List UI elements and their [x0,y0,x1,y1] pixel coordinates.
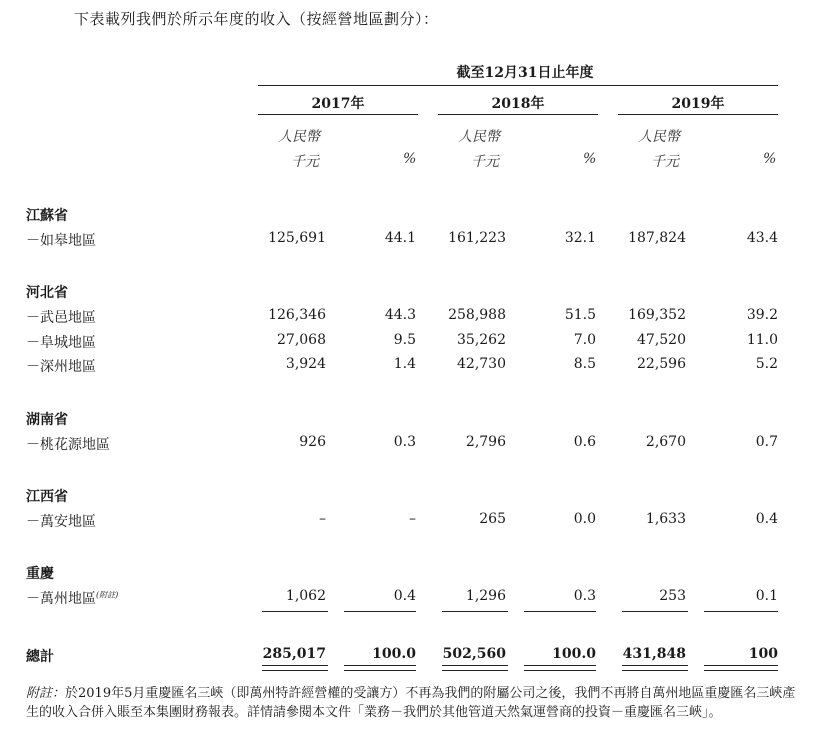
year-rule-2017 [258,114,418,115]
unit-pct-2019: % [763,151,777,167]
cell-value: 125,691 [268,230,326,246]
unit-thousand-2017: 千元 [291,154,319,170]
cell-pct: 0.3 [573,588,596,604]
region-wanan: －萬安地區 [26,514,96,530]
cell-pct: 44.3 [384,307,416,323]
total-value: 431,848 [622,646,686,662]
province-hunan: 湖南省 [26,412,68,428]
total-double-rule [262,665,328,671]
cell-value: 1,296 [465,588,506,604]
cell-value: 265 [479,511,506,527]
subtotal-rule [344,611,416,612]
cell-pct: 0.3 [393,434,416,450]
subtotal-rule [524,611,596,612]
region-rugao: －如皋地區 [26,233,96,249]
total-pct: 100 [748,646,778,662]
cell-value: 187,824 [628,230,686,246]
year-header-2017: 2017年 [311,96,365,112]
province-jiangxi: 江西省 [26,489,68,505]
year-header-2018: 2018年 [491,96,545,112]
cell-value: 161,223 [448,230,506,246]
total-pct: 100.0 [372,646,416,662]
year-rule-2019 [618,114,778,115]
cell-pct: 8.5 [573,356,596,372]
cell-pct: – [409,511,416,527]
total-double-rule [622,665,688,671]
cell-pct: 44.1 [384,230,416,246]
total-pct: 100.0 [552,646,596,662]
period-rule [258,85,778,86]
year-header-2019: 2019年 [671,96,725,112]
region-fucheng: －阜城地區 [26,335,96,351]
cell-pct: 0.4 [755,511,778,527]
cell-pct: 39.2 [746,307,778,323]
cell-value: – [319,511,326,527]
cell-pct: 0.6 [573,434,596,450]
cell-pct: 0.0 [573,511,596,527]
cell-value: 1,062 [285,588,326,604]
region-shenzhou: －深州地區 [26,359,96,375]
cell-value: 22,596 [637,356,686,372]
cell-pct: 51.5 [564,307,596,323]
total-double-rule [704,665,778,671]
unit-thousand-2019: 千元 [651,154,679,170]
year-rule-2018 [438,114,598,115]
unit-currency-2019: 人民幣 [638,129,680,145]
cell-value: 35,262 [457,332,506,348]
total-value: 502,560 [442,646,506,662]
unit-currency-2017: 人民幣 [278,129,320,145]
period-header: 截至12月31日止年度 [456,65,594,81]
subtotal-rule [704,611,778,612]
cell-value: 169,352 [628,307,686,323]
cell-value: 2,796 [465,434,506,450]
cell-pct: 7.0 [573,332,596,348]
province-jiangsu: 江蘇省 [26,208,68,224]
cell-pct: 5.2 [755,356,778,372]
intro-text: 下表載列我們於所示年度的收入（按經營地區劃分）： [74,10,439,28]
total-double-rule [344,665,416,671]
total-value: 285,017 [262,646,326,662]
cell-value: 27,068 [277,332,326,348]
province-hebei: 河北省 [26,285,68,301]
cell-value: 42,730 [457,356,506,372]
cell-value: 1,633 [645,511,686,527]
cell-pct: 32.1 [564,230,596,246]
cell-pct: 9.5 [393,332,416,348]
region-wanzhou [26,588,118,608]
unit-thousand-2018: 千元 [471,154,499,170]
total-double-rule [524,665,596,671]
region-wanzhou-label: －萬州地區 [26,591,96,607]
cell-value: 258,988 [448,307,506,323]
cell-pct: 43.4 [746,230,778,246]
cell-value: 3,924 [285,356,326,372]
cell-pct: 11.0 [746,332,778,348]
subtotal-rule [442,611,508,612]
cell-value: 2,670 [645,434,686,450]
cell-pct: 0.4 [393,588,416,604]
cell-pct: 1.4 [393,356,416,372]
region-taohuayuan: －桃花源地區 [26,437,110,453]
total-label: 總計 [26,649,54,665]
footnote-label: 附註： [26,686,66,701]
cell-value: 926 [299,434,326,450]
cell-pct: 0.1 [755,588,778,604]
note-ref: (附註) [96,590,119,600]
subtotal-rule [622,611,688,612]
cell-value: 47,520 [637,332,686,348]
total-double-rule [442,665,508,671]
footnote-text: 於2019年5月重慶匯名三峽（即萬州特許經營權的受讓方）不再為我們的附屬公司之後，我們不再將自萬州地區重慶匯名三峽產生的收入合併入賬至本集團財務報表。詳情請參閱本文件「業務－我們於其他管道天然氣運營商的投資－重慶匯名三峽」。 [26,686,796,720]
cell-value: 253 [659,588,686,604]
unit-pct-2017: % [403,151,417,167]
province-chongqing: 重慶 [26,566,54,582]
footnote [26,684,796,722]
cell-pct: 0.7 [755,434,778,450]
unit-pct-2018: % [583,151,597,167]
cell-value: 126,346 [268,307,326,323]
subtotal-rule [262,611,328,612]
unit-currency-2018: 人民幣 [458,129,500,145]
region-wuyi: －武邑地區 [26,310,96,326]
